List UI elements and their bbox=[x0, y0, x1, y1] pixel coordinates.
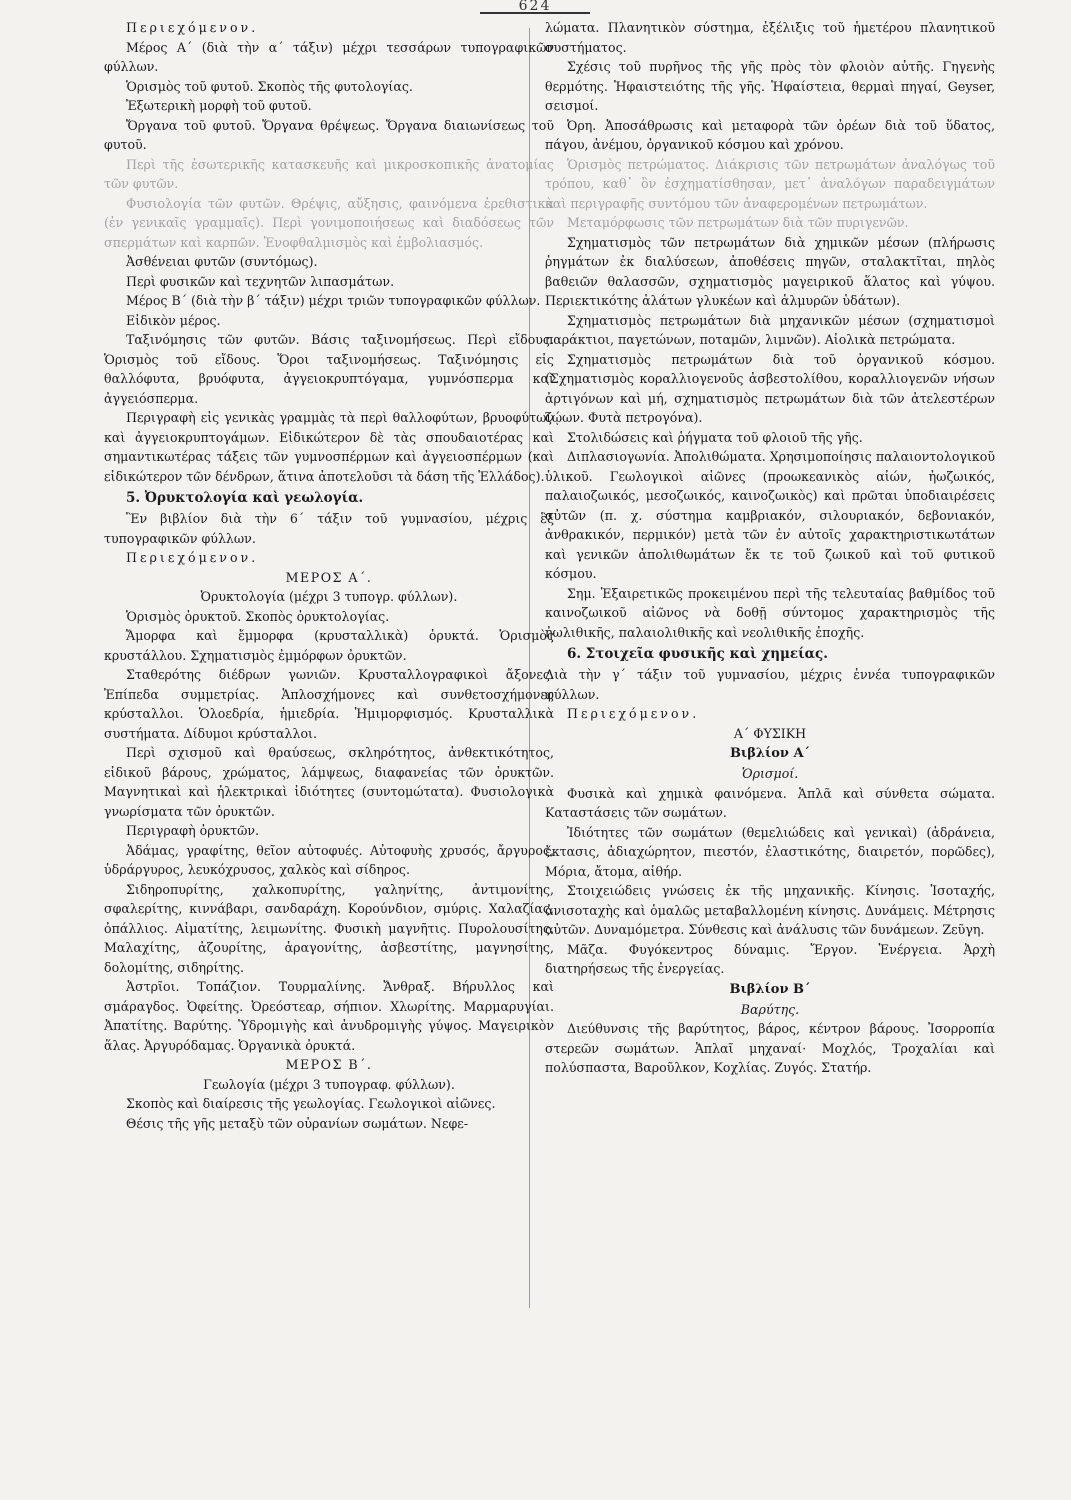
paragraph: Ἄμορφα καὶ ἔμμορφα (κρυσταλλικὰ) ὀρυκτά. Ὁρισμὸς κρυστάλλου. Σχηματισμὸς ἐμμόρφων ὀρυκτῶν. bbox=[104, 628, 554, 663]
paragraph: Ταξινόμησις τῶν φυτῶν. Βάσις ταξινομήσεως. Περὶ εἴδους. Ὁρισμὸς τοῦ εἴδους. Ὅροι ταξινομήσεως. Ταξινόμησις εἰς θαλλόφυτα, βρυόφυτα, ἀγγειοκρυπτόγαμα, γυμνόσπερμα καὶ ἀγγειόσπερμα. bbox=[104, 332, 554, 406]
paragraph: Στολιδώσεις καὶ ῥήγματα τοῦ φλοιοῦ τῆς γῆς. bbox=[567, 429, 863, 445]
paragraph: Ἀσθένειαι φυτῶν (συντόμως). bbox=[126, 254, 318, 269]
paragraph: Ὁρισμὸς τοῦ φυτοῦ. Σκοπὸς τῆς φυτολογίας. bbox=[126, 78, 413, 94]
contents-heading: Περιεχόμενον. bbox=[567, 706, 700, 721]
paragraph: Φυσικὰ καὶ χημικὰ φαινόμενα. Ἁπλᾶ καὶ σύνθετα σώματα. Καταστάσεις τῶν σωμάτων. bbox=[545, 785, 995, 820]
paragraph: Σχηματισμὸς τῶν πετρωμάτων διὰ χημικῶν μέσων (πλήρωσις ῥηγμάτων ἐκ διαλύσεων, ἀποθέσεις πηγῶν, σταλακτῖται, πηλὸς βαθειῶν θαλασσῶν, σχηματισμὸς μαγειρικοῦ ἅλατος καὶ γύψου. Περιεκτικότης ἁλάτων γλυκέων καὶ ἁλμυρῶν ὑδάτων). bbox=[545, 234, 995, 308]
book-heading: Βιβλίον Β΄ bbox=[729, 981, 811, 997]
faded-paragraph: Περὶ τῆς ἐσωτερικῆς κατασκευῆς καὶ μικροσκοπικῆς ἀνατομίας τῶν φυτῶν. bbox=[104, 156, 554, 191]
paragraph: Ἐξωτερικὴ μορφὴ τοῦ φυτοῦ. bbox=[126, 98, 312, 113]
paragraph: Μᾶζα. Φυγόκεντρος δύναμις. Ἔργον. Ἐνέργεια. Ἀρχὴ διατηρήσεως τῆς ἐνεργείας. bbox=[545, 941, 995, 976]
paragraph: Σχηματισμὸς πετρωμάτων διὰ μηχανικῶν μέσων (σχηματισμοὶ παράκτιοι, παγετώνων, ποταμῶν, λιμνῶν). Αἰολικὰ πετρώματα. bbox=[545, 312, 995, 347]
paragraph: Περιγραφὴ ὀρυκτῶν. bbox=[126, 823, 260, 838]
paragraph: Διπλασιογωνία. Ἀπολιθώματα. Χρησιμοποίησις παλαιοντολογικοῦ ὑλικοῦ. Γεωλογικοὶ αἰῶνες (προωκεανικὸς αἰών, ἠωζωικός, παλαιοζωικός, μεσοζωικός, καινοζωικὸς) καὶ πρῶται ὑποδιαιρέσεις αὐτῶν (π. χ. σύστημα καμβριακόν, σιλουριακόν, δεβονιακόν, ἀνθρακικόν, περμικόν) μετὰ τῶν ἐν αὐτοῖς χαρακτηριστικωτάτων καὶ γενικῶν ἀπολιθωμάτων ἔκ τε τοῦ ζωικοῦ καὶ τοῦ φυτικοῦ κόσμου. bbox=[545, 449, 995, 581]
paragraph: Ὄργανα τοῦ φυτοῦ. Ὄργανα θρέψεως. Ὄργανα διαιωνίσεως τοῦ φυτοῦ. bbox=[104, 117, 554, 152]
subsection-title: Γεωλογία (μέχρι 3 τυπογραφ. φύλλων). bbox=[203, 1076, 455, 1092]
paragraph: Σκοπὸς καὶ διαίρεσις τῆς γεωλογίας. Γεωλογικοὶ αἰῶνες. bbox=[126, 1096, 496, 1111]
paragraph: Ἀστρῖοι. Τοπάζιον. Τουρμαλίνης. Ἄνθραξ. Βήρυλλος καὶ σμάραγδος. Ὀφείτης. Ὀρεόστεαρ, σήπιον. Χλωρίτης. Μαρμαρυγίαι. Ἀπατίτης. Βαρύτης. Ὑδρομιγὴς καὶ ἀνυδρομιγὴς γύψος. Μαγειρικὸν ἅλας. Ἀργυρόδαμας. Ὀργανικὰ ὀρυκτά. bbox=[104, 979, 554, 1053]
section-heading-physics-chemistry: 6. Στοιχεῖα φυσικῆς καὶ χημείας. bbox=[567, 646, 828, 662]
paragraph: Διεύθυνσις τῆς βαρύτητος, βάρος, κέντρον βάρους. Ἰσορροπία στερεῶν σωμάτων. Ἁπλαῖ μηχαναί· Μοχλός, Τροχαλίαι καὶ πολύσπαστα, Βαροῦλκον, Κοχλίας. Ζυγός. Στατήρ. bbox=[545, 1021, 995, 1075]
paragraph: Περὶ φυσικῶν καὶ τεχνητῶν λιπασμάτων. bbox=[126, 273, 395, 289]
part-b-description: Μέρος Β΄ (διὰ τὴν β΄ τάξιν) μέχρι τριῶν τυπογραφικῶν φύλλων. bbox=[126, 293, 541, 308]
faded-paragraph: Ὁρισμὸς πετρώματος. Διάκρισις τῶν πετρωμάτων ἀναλόγως τοῦ τρόπου, καθ᾽ ὃν ἐσχηματίσθησαν, μετ᾽ ἀναλόγων παραδειγμάτων καὶ περιγραφῆς συντόμου τῶν ἀναφερομένων πετρωμάτων. bbox=[545, 156, 995, 211]
paragraph: Ἓν βιβλίον διὰ τὴν 6΄ τάξιν τοῦ γυμνασίου, μέχρις ἓξ τυπογραφικῶν φύλλων. bbox=[104, 511, 554, 546]
contents-heading: Περιεχόμενον. bbox=[126, 20, 259, 35]
part-heading-physics: Α΄ ΦΥΣΙΚΗ bbox=[733, 725, 807, 741]
paragraph: Ὁρισμὸς ὀρυκτοῦ. Σκοπὸς ὀρυκτολογίας. bbox=[126, 608, 390, 624]
faded-paragraph: Φυσιολογία τῶν φυτῶν. Θρέψις, αὔξησις, φαινόμενα ἐρεθιστικὰ (ἐν γενικαῖς γραμμαῖς). Περὶ γονιμοποιήσεως καὶ διαδόσεως τῶν σπερμάτων καὶ καρπῶν. Ἐνοφθαλμισμὸς καὶ ἐμβολιασμός. bbox=[104, 195, 554, 250]
subsection-title: Ὁρισμοί. bbox=[741, 766, 799, 781]
section-heading-mineralogy: 5. Ὀρυκτολογία καὶ γεωλογία. bbox=[126, 490, 364, 506]
subsection-title: Βαρύτης. bbox=[740, 1001, 800, 1017]
paragraph: Στοιχειώδεις γνώσεις ἐκ τῆς μηχανικῆς. Κίνησις. Ἰσοταχής, ἀνισοταχὴς καὶ ὁμαλῶς μεταβαλλομένη κίνησις. Δυνάμεις. Μέτρησις αὐτῶν. Δυναμόμετρα. Σύνθεσις καὶ ἀνάλυσις τῶν δυνάμεων. Ζεῦγη. bbox=[545, 883, 995, 937]
book-heading: Βιβλίον Α΄ bbox=[729, 746, 811, 761]
part-heading: ΜΕΡΟΣ Α΄. bbox=[285, 569, 373, 585]
paragraph: Περὶ σχισμοῦ καὶ θραύσεως, σκληρότητος, ἀνθεκτικότητος, εἰδικοῦ βάρους, χρώματος, λάμψεως, διαφανείας τῶν ὀρυκτῶν. Μαγνητικαὶ καὶ ἠλεκτρικαὶ ἰδιότητες (συντομώτατα). Φυσιολογικὰ γνωρίσματα τῶν ὀρυκτῶν. bbox=[104, 745, 554, 819]
faded-paragraph: Μεταμόρφωσις τῶν πετρωμάτων διὰ τῶν πυριγενῶν. bbox=[567, 215, 909, 230]
contents-heading: Περιεχόμενον. bbox=[126, 550, 259, 565]
paragraph: Ὀρη. Ἀποσάθρωσις καὶ μεταφορὰ τῶν ὀρέων διὰ τοῦ ὕδατος, πάγου, ἀνέμου, ὀργανικοῦ κόσμου καὶ χρόνου. bbox=[545, 117, 995, 152]
paragraph: Σχέσις τοῦ πυρῆνος τῆς γῆς πρὸς τὸν φλοιὸν αὐτῆς. Γηγενὴς θερμότης. Ἡφαιστειότης τῆς γῆς. Ἡφαίστεια, θερμαὶ πηγαί, Geyser, σεισμοί. bbox=[545, 59, 995, 113]
part-heading: ΜΕΡΟΣ Β΄. bbox=[285, 1057, 373, 1072]
paragraph: Εἰδικὸν μέρος. bbox=[126, 312, 221, 328]
paragraph: Σταθερότης διέδρων γωνιῶν. Κρυσταλλογραφικοὶ ἄξονες. Ἐπίπεδα συμμετρίας. Ἁπλοσχήμονες καὶ συνθετοσχήμονες κρύσταλλοι. Ὁλοεδρία, ἡμιεδρία. Ἡμιμορφισμός. Κρυσταλλικὰ συστήματα. Δίδυμοι κρύσταλλοι. bbox=[104, 667, 554, 741]
paragraph: Διὰ τὴν γ΄ τάξιν τοῦ γυμνασίου, μέχρις ἐννέα τυπογραφικῶν φύλλων. bbox=[545, 667, 995, 702]
part-a-description: Μέρος Α΄ (διὰ τὴν α΄ τάξιν) μέχρι τεσσάρων τυπογραφικῶν φύλλων. bbox=[104, 39, 554, 74]
subsection-title: Ὀρυκτολογία (μέχρι 3 τυπογρ. φύλλων). bbox=[200, 589, 458, 604]
paragraph: Περιγραφὴ εἰς γενικὰς γραμμὰς τὰ περὶ θαλλοφύτων, βρυοφύτων καὶ ἀγγειοκρυπτογάμων. Εἰδικώτερον δὲ τὰς σπουδαιοτέρας καὶ σημαντικωτέρας τάξεις τῶν γυμνοσπέρμων καὶ ἀγγειοσπέρμων (καὶ εἰδικώτερον τῶν δένδρων, ἅτινα ἀποτελοῦσι τὰ δάση τῆς Ἑλλάδος). bbox=[104, 410, 554, 484]
paragraph: Σιδηροπυρίτης, χαλκοπυρίτης, γαληνίτης, ἀντιμονίτης, σφαλερίτης, κιννάβαρι, σανδαράχη. Κορούνδιον, σμύρις. Χαλαζίας, ὀπάλλιος. Αἱματίτης, λειμωνίτης. Φυσικὴ μαγνῆτις. Πυρολουσίτης. Μαλαχίτης, ἀζουρίτης, ἀραγονίτης, ἀσβεστίτης, μαγνησίτης, δολομίτης, σιδηρίτης. bbox=[104, 881, 554, 975]
paragraph: Ἀδάμας, γραφίτης, θεῖον αὐτοφυές. Αὐτοφυὴς χρυσός, ἄργυρος, ὑδράργυρος, λευκόχρυσος, χαλκὸς καὶ σίδηρος. bbox=[104, 842, 554, 877]
left-column bbox=[104, 18, 554, 1133]
paragraph: Σχηματισμὸς πετρωμάτων διὰ τοῦ ὀργανικοῦ κόσμου. (Σχηματισμὸς κοραλλιογενοῦς ἀσβεστολίθου, κοραλλιογενῶν νήσων ἀρτιγόνων καὶ μή, σχηματισμὸς πετρωμάτων διὰ τῶν ἀτελεστέρων ζῴων. Φυτὰ πετρογόνα). bbox=[545, 351, 995, 425]
paragraph: λώματα. Πλανητικὸν σύστημα, ἐξέλιξις τοῦ ἡμετέρου πλανητικοῦ συστήματος. bbox=[545, 20, 995, 55]
paragraph: Ἰδιότητες τῶν σωμάτων (θεμελιώδεις καὶ γενικαὶ) (ἀδράνεια, ἔκτασις, ἀδιαχώρητον, πιεστόν, ἐλαστικότης, διαιρετόν, πορῶδες), Μόρια, ἄτομα, αἰθήρ. bbox=[545, 824, 995, 879]
note-paragraph: Σημ. Ἐξαιρετικῶς προκειμένου περὶ τῆς τελευταίας βαθμίδος τοῦ καινοζωικοῦ αἰῶνος νὰ δοθῇ σύντομος χαρακτηρισμὸς τῆς ἠωλιθικῆς, παλαιολιθικῆς καὶ νεολιθικῆς ἐποχῆς. bbox=[545, 585, 995, 640]
page-number: 624 bbox=[480, 0, 590, 14]
paragraph: Θέσις τῆς γῆς μεταξὺ τῶν οὐρανίων σωμάτων. Νεφε- bbox=[126, 1115, 469, 1131]
right-column bbox=[545, 18, 995, 1078]
